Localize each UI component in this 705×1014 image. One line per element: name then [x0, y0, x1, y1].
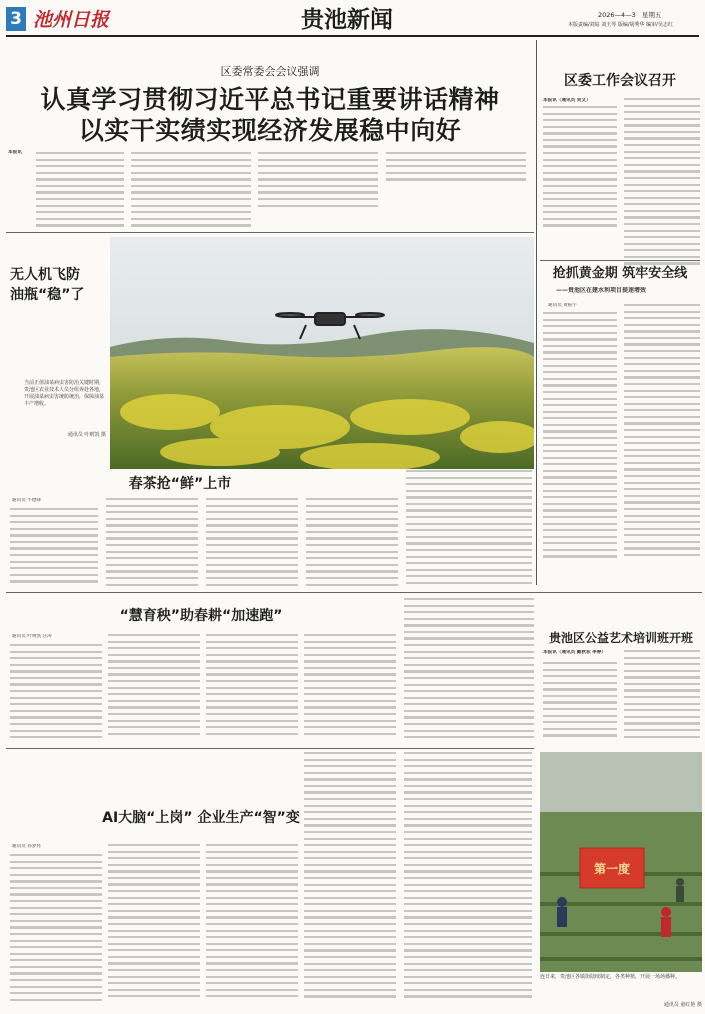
- weekday-text: 星期五: [641, 11, 662, 19]
- banner-text: 第一度: [593, 862, 631, 876]
- safety-title: 抢抓黄金期 筑牢安全线: [552, 266, 688, 281]
- spring-body-3: [206, 498, 298, 588]
- right-top-title: 区委工作会议召开: [564, 73, 676, 89]
- story-rule: [6, 232, 534, 233]
- ai-body-3: [206, 844, 298, 1004]
- drone-caption: 当前正值油菜病虫害防治关键时期，贵池区农业技术人员分组奔赴各地，开展油菜病虫害统防统治，保障油菜丰产增收。: [24, 380, 105, 407]
- planting-caption: 连日来，贵池区各镇街陆续制定，各类种植，开展一场场播种。: [540, 974, 681, 980]
- drone-photo-image: [110, 237, 534, 469]
- safety-body-1: [543, 312, 617, 567]
- spring-body-1: [10, 508, 98, 588]
- art-title: 贵池区公益艺术培训班开班: [548, 631, 693, 645]
- lead-headline-1: 认真学习贯彻习近平总书记重要讲话精神: [40, 85, 500, 114]
- ai-body-2: [108, 844, 200, 1004]
- art-byline: 本报讯（通讯员 戴秋菲 李婷）: [543, 650, 606, 655]
- safety-subtitle: ——贵池区在建水利项目提速增效: [556, 287, 647, 294]
- seedling-body-3: [206, 634, 298, 744]
- date-text: 2026—4—3: [598, 11, 636, 19]
- right-top-byline: 本报讯（通讯员 吴文）: [543, 98, 591, 103]
- right-rule-1: [540, 260, 700, 261]
- spring-body-5: [406, 470, 532, 588]
- page-number: 3: [10, 9, 22, 29]
- drone-credit: 通讯员 叶则凯 摄: [67, 432, 106, 438]
- ai-byline: 通讯员 孙梦亮: [12, 844, 42, 849]
- lead-byline: 本报讯: [8, 150, 22, 155]
- seedling-body-4: [304, 634, 396, 744]
- planting-credit: 通讯员 童红艳 摄: [663, 1002, 702, 1008]
- masthead-rule: [6, 35, 699, 37]
- planting-photo: [540, 752, 702, 972]
- editor-credits: 本版责编/刘姑 刘玉琴 版编/胡秀华 编审/吴志红: [568, 22, 673, 28]
- seedling-body-5: [404, 598, 534, 744]
- spring-body-4: [306, 498, 398, 588]
- right-top-body-2: [624, 98, 700, 276]
- lead-body-col3: [258, 152, 378, 212]
- lead-body-col1: [36, 152, 124, 230]
- right-top-body-1: [543, 106, 617, 234]
- drone-title-1: 无人机飞防: [10, 267, 80, 283]
- drone-photo: [110, 237, 534, 469]
- drone-title-2: 油瓶“稳”了: [10, 287, 85, 303]
- section-title: 贵池新闻: [301, 6, 393, 33]
- lead-headline-2: 以实干实绩实现经济发展稳中向好: [78, 116, 462, 145]
- seedling-byline: 通讯员 叶则凯 汪涛: [12, 634, 52, 639]
- paper-logo: 池州日报: [33, 9, 110, 31]
- art-body-2: [624, 650, 700, 744]
- story-rule-2: [6, 592, 702, 593]
- seedling-body-1: [10, 644, 102, 744]
- safety-byline: 通讯员 黄振宇: [548, 303, 578, 308]
- safety-body-2: [624, 304, 700, 566]
- column-divider: [536, 40, 537, 585]
- ai-body-4: [304, 752, 396, 1004]
- ai-title: AI大脑“上岗” 企业生产“智”变: [102, 810, 300, 826]
- ai-body-1: [10, 854, 102, 1004]
- issue-date: [598, 11, 661, 20]
- lead-kicker: 区委常委会会议强调: [220, 65, 320, 78]
- story-rule-3: [6, 748, 534, 749]
- spring-body-2: [106, 498, 198, 588]
- seedling-body-2: [108, 634, 200, 744]
- spring-tea-byline: 通讯员 牛德锋: [12, 498, 42, 503]
- art-body-1: [543, 662, 617, 744]
- lead-body-col4: [386, 152, 526, 188]
- planting-photo-image: [540, 752, 702, 972]
- ai-body-5: [404, 752, 532, 1004]
- spring-tea-title: 春茶抢“鲜”上市: [128, 476, 232, 492]
- lead-body-col2: [131, 152, 251, 230]
- seedling-title: “慧育秧”助春耕“加速跑”: [119, 608, 283, 624]
